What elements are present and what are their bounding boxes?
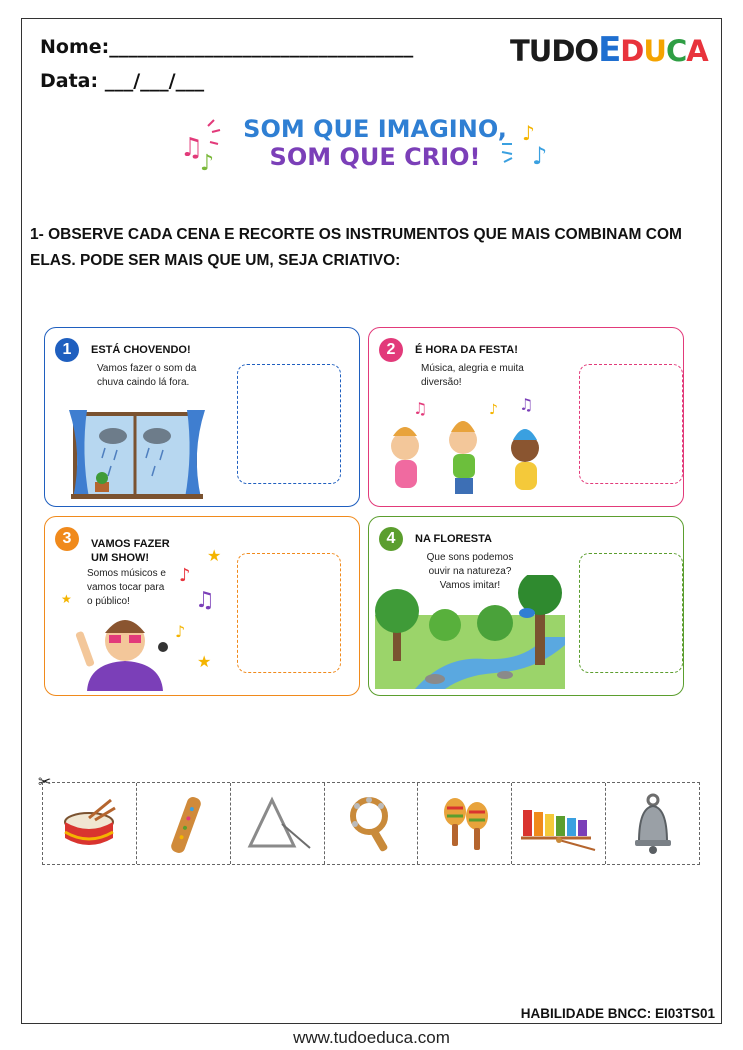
card-number: 4 [379,527,403,551]
cut-paste-area[interactable] [579,364,683,484]
maracas-icon [435,794,495,854]
svg-text:★: ★ [207,546,222,565]
forest-river-icon [375,575,565,689]
instruction-text: 1- OBSERVE CADA CENA E RECORTE OS INSTRUMENTOS QUE MAIS COMBINAM COM ELAS. PODE SER MAIS QUE UM, SEJA CRIATIVO: [30,226,682,269]
cut-paste-area[interactable] [237,553,341,673]
svg-text:♪: ♪ [489,402,498,418]
card-number: 2 [379,338,403,362]
instrument-cell-tambourine[interactable] [325,783,419,864]
scene-card-show [44,516,360,696]
dancing-kids-icon [377,388,562,506]
singer-star-icon [59,545,229,691]
card-title: ESTÁ CHOVENDO! [91,344,191,356]
svg-text:♪: ♪ [532,142,548,170]
svg-text:♫: ♫ [519,395,534,414]
instrument-cell-bell[interactable] [606,783,699,864]
card-text: Que sons podemos ouvir na natureza? Vamos imitar! [426,552,514,591]
svg-text:★: ★ [61,592,72,606]
rainy-window-icon [65,408,210,500]
card-number: 3 [55,527,79,551]
card-text: Vamos fazer o som da chuva caindo lá fora. [97,363,197,388]
instrument-cell-xylophone[interactable] [512,783,606,864]
tambourine-icon [341,794,401,854]
website-url[interactable]: www.tudoeduca.com [293,1028,450,1047]
logo-text-tudo: TUDO [510,34,599,68]
card-title: NA FLORESTA [415,533,492,545]
svg-text:♪: ♪ [175,622,186,641]
instrument-cell-rainstick[interactable] [137,783,231,864]
drum-icon [59,794,119,854]
triangle-icon [242,794,312,854]
card-text: Somos músicos e vamos tocar para o público! [87,568,166,607]
cut-paste-area[interactable] [237,364,341,484]
bncc-skill-code: HABILIDADE BNCC: EI03TS01 [520,1006,715,1021]
svg-text:♪: ♪ [522,121,535,145]
svg-text:♫: ♫ [413,399,428,418]
svg-text:♪: ♪ [179,565,191,586]
scene-card-party [368,327,684,507]
logo-text-d: D [620,34,644,68]
rainstick-icon [153,794,213,854]
svg-text:★: ★ [197,652,212,671]
bell-icon [623,792,683,856]
scene-card-rain [44,327,360,507]
tudoeduca-logo [510,30,720,78]
svg-text:♪: ♪ [200,151,215,176]
scene-card-forest [368,516,684,696]
card-text: Música, alegria e muita diversão! [421,363,524,388]
card-title: VAMOS FAZER UM SHOW! [91,538,170,564]
card-number: 1 [55,338,79,362]
svg-text:♫: ♫ [195,588,215,613]
svg-text:♫: ♫ [180,133,204,163]
title-line2: SOM QUE CRIO! [269,143,481,171]
title-line1: SOM QUE IMAGINO, [243,115,507,143]
instrument-cell-triangle[interactable] [231,783,325,864]
logo-text-e: E [598,30,621,70]
name-field-label: Nome:________________________________ [40,36,414,58]
card-title: É HORA DA FESTA! [415,344,518,356]
xylophone-icon [519,794,599,854]
instrument-cutout-strip [42,782,700,865]
cut-paste-area[interactable] [579,553,683,673]
date-field-label: Data: ___/___/___ [40,70,205,92]
instrument-cell-drum[interactable] [43,783,137,864]
music-notes-right-icon [500,118,560,178]
logo-text-c: C [665,34,687,68]
scissors-icon: ✂ [38,772,52,791]
logo-text-a: A [686,34,708,68]
instrument-cell-maracas[interactable] [418,783,512,864]
logo-text-u: U [643,34,666,68]
